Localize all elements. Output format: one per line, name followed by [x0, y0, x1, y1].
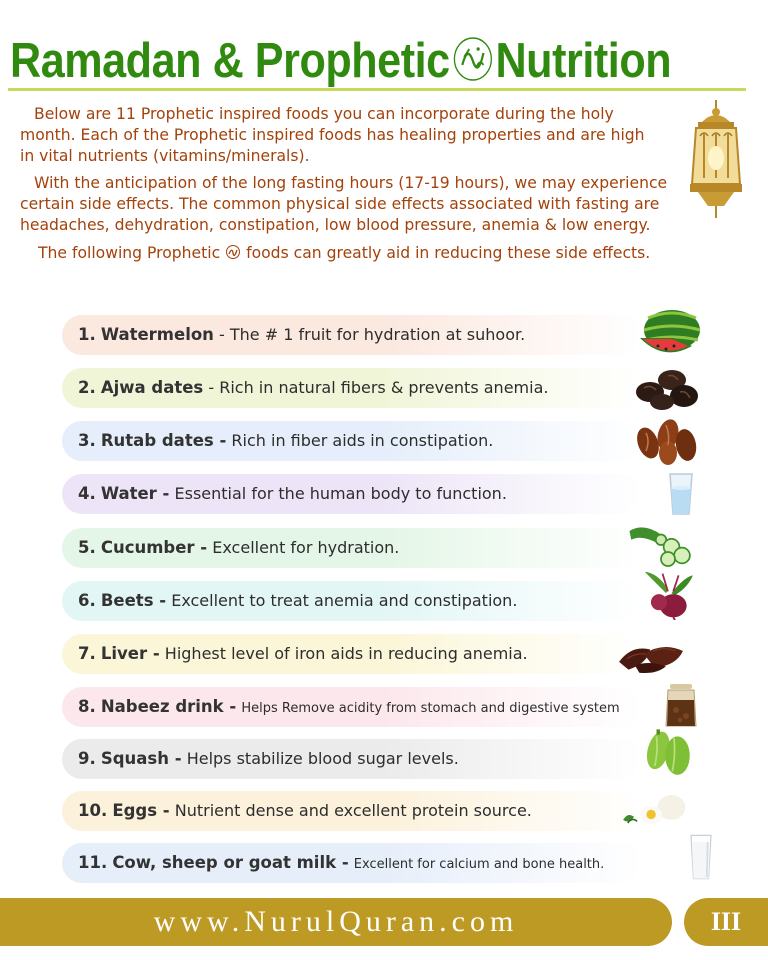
- page-number-badge: [684, 898, 768, 946]
- eggs-icon: [620, 784, 690, 834]
- salawat-calligraphy-icon: [451, 35, 493, 83]
- page-title: [10, 30, 672, 92]
- list-item: 6. Beets - Excellent to treat anemia and constipation.: [62, 581, 642, 621]
- title-text-end: Nutrition: [495, 34, 672, 88]
- list-item: 2. Ajwa dates - Rich in natural fibers & prevents anemia.: [62, 368, 642, 408]
- watermelon-icon: [634, 308, 704, 358]
- water-glass-icon: [632, 468, 702, 518]
- milk-glass-icon: [666, 832, 736, 882]
- rutab-dates-icon: [632, 415, 702, 465]
- salawat-small-icon: [225, 244, 241, 260]
- list-item: 9. Squash - Helps stabilize blood sugar levels.: [62, 739, 642, 779]
- list-item: 4. Water - Essential for the human body to function.: [62, 474, 642, 514]
- list-item: 5. Cucumber - Excellent for hydration.: [62, 528, 642, 568]
- title-text-start: Ramadan & Prophetic: [10, 34, 450, 88]
- intro-paragraph-2: With the anticipation of the long fasting hours (17-19 hours), we may experience certain side effects. The common physical side effects associated with fasting are headaches, dehydration, constipation, low blood pressure, anemia & low energy.: [20, 174, 668, 234]
- beet-icon: [632, 570, 702, 620]
- footer-bar: [0, 898, 672, 946]
- intro-paragraph-1: Below are 11 Prophetic inspired foods you can incorporate during the holy month. Each of the Prophetic inspired foods has healing properties and are high in vital nutrients (vitamins/minerals).: [20, 105, 645, 165]
- list-item: 8. Nabeez drink - Helps Remove acidity from stomach and digestive system: [62, 687, 642, 727]
- title-underline: [8, 88, 746, 91]
- lantern-icon: [682, 100, 750, 218]
- page-number: III: [710, 907, 742, 936]
- liver-icon: [616, 633, 686, 683]
- intro-paragraph-3: The following Prophetic foods can greatly aid in reducing these side effects.: [38, 244, 651, 262]
- list-item: 1. Watermelon - The # 1 fruit for hydration at suhoor.: [62, 315, 642, 355]
- intro-text: [20, 104, 720, 264]
- squash-icon: [632, 728, 702, 778]
- list-item: 7. Liver - Highest level of iron aids in reducing anemia.: [62, 634, 642, 674]
- cucumber-icon: [626, 520, 696, 570]
- ajwa-dates-icon: [632, 362, 702, 412]
- list-item: 11. Cow, sheep or goat milk - Excellent for calcium and bone health.: [62, 843, 642, 883]
- nabeez-jar-icon: [634, 680, 704, 730]
- list-item: 3. Rutab dates - Rich in fiber aids in constipation.: [62, 421, 642, 461]
- list-item: 10. Eggs - Nutrient dense and excellent protein source.: [62, 791, 642, 831]
- website-url[interactable]: www.NurulQuran.com: [153, 905, 519, 938]
